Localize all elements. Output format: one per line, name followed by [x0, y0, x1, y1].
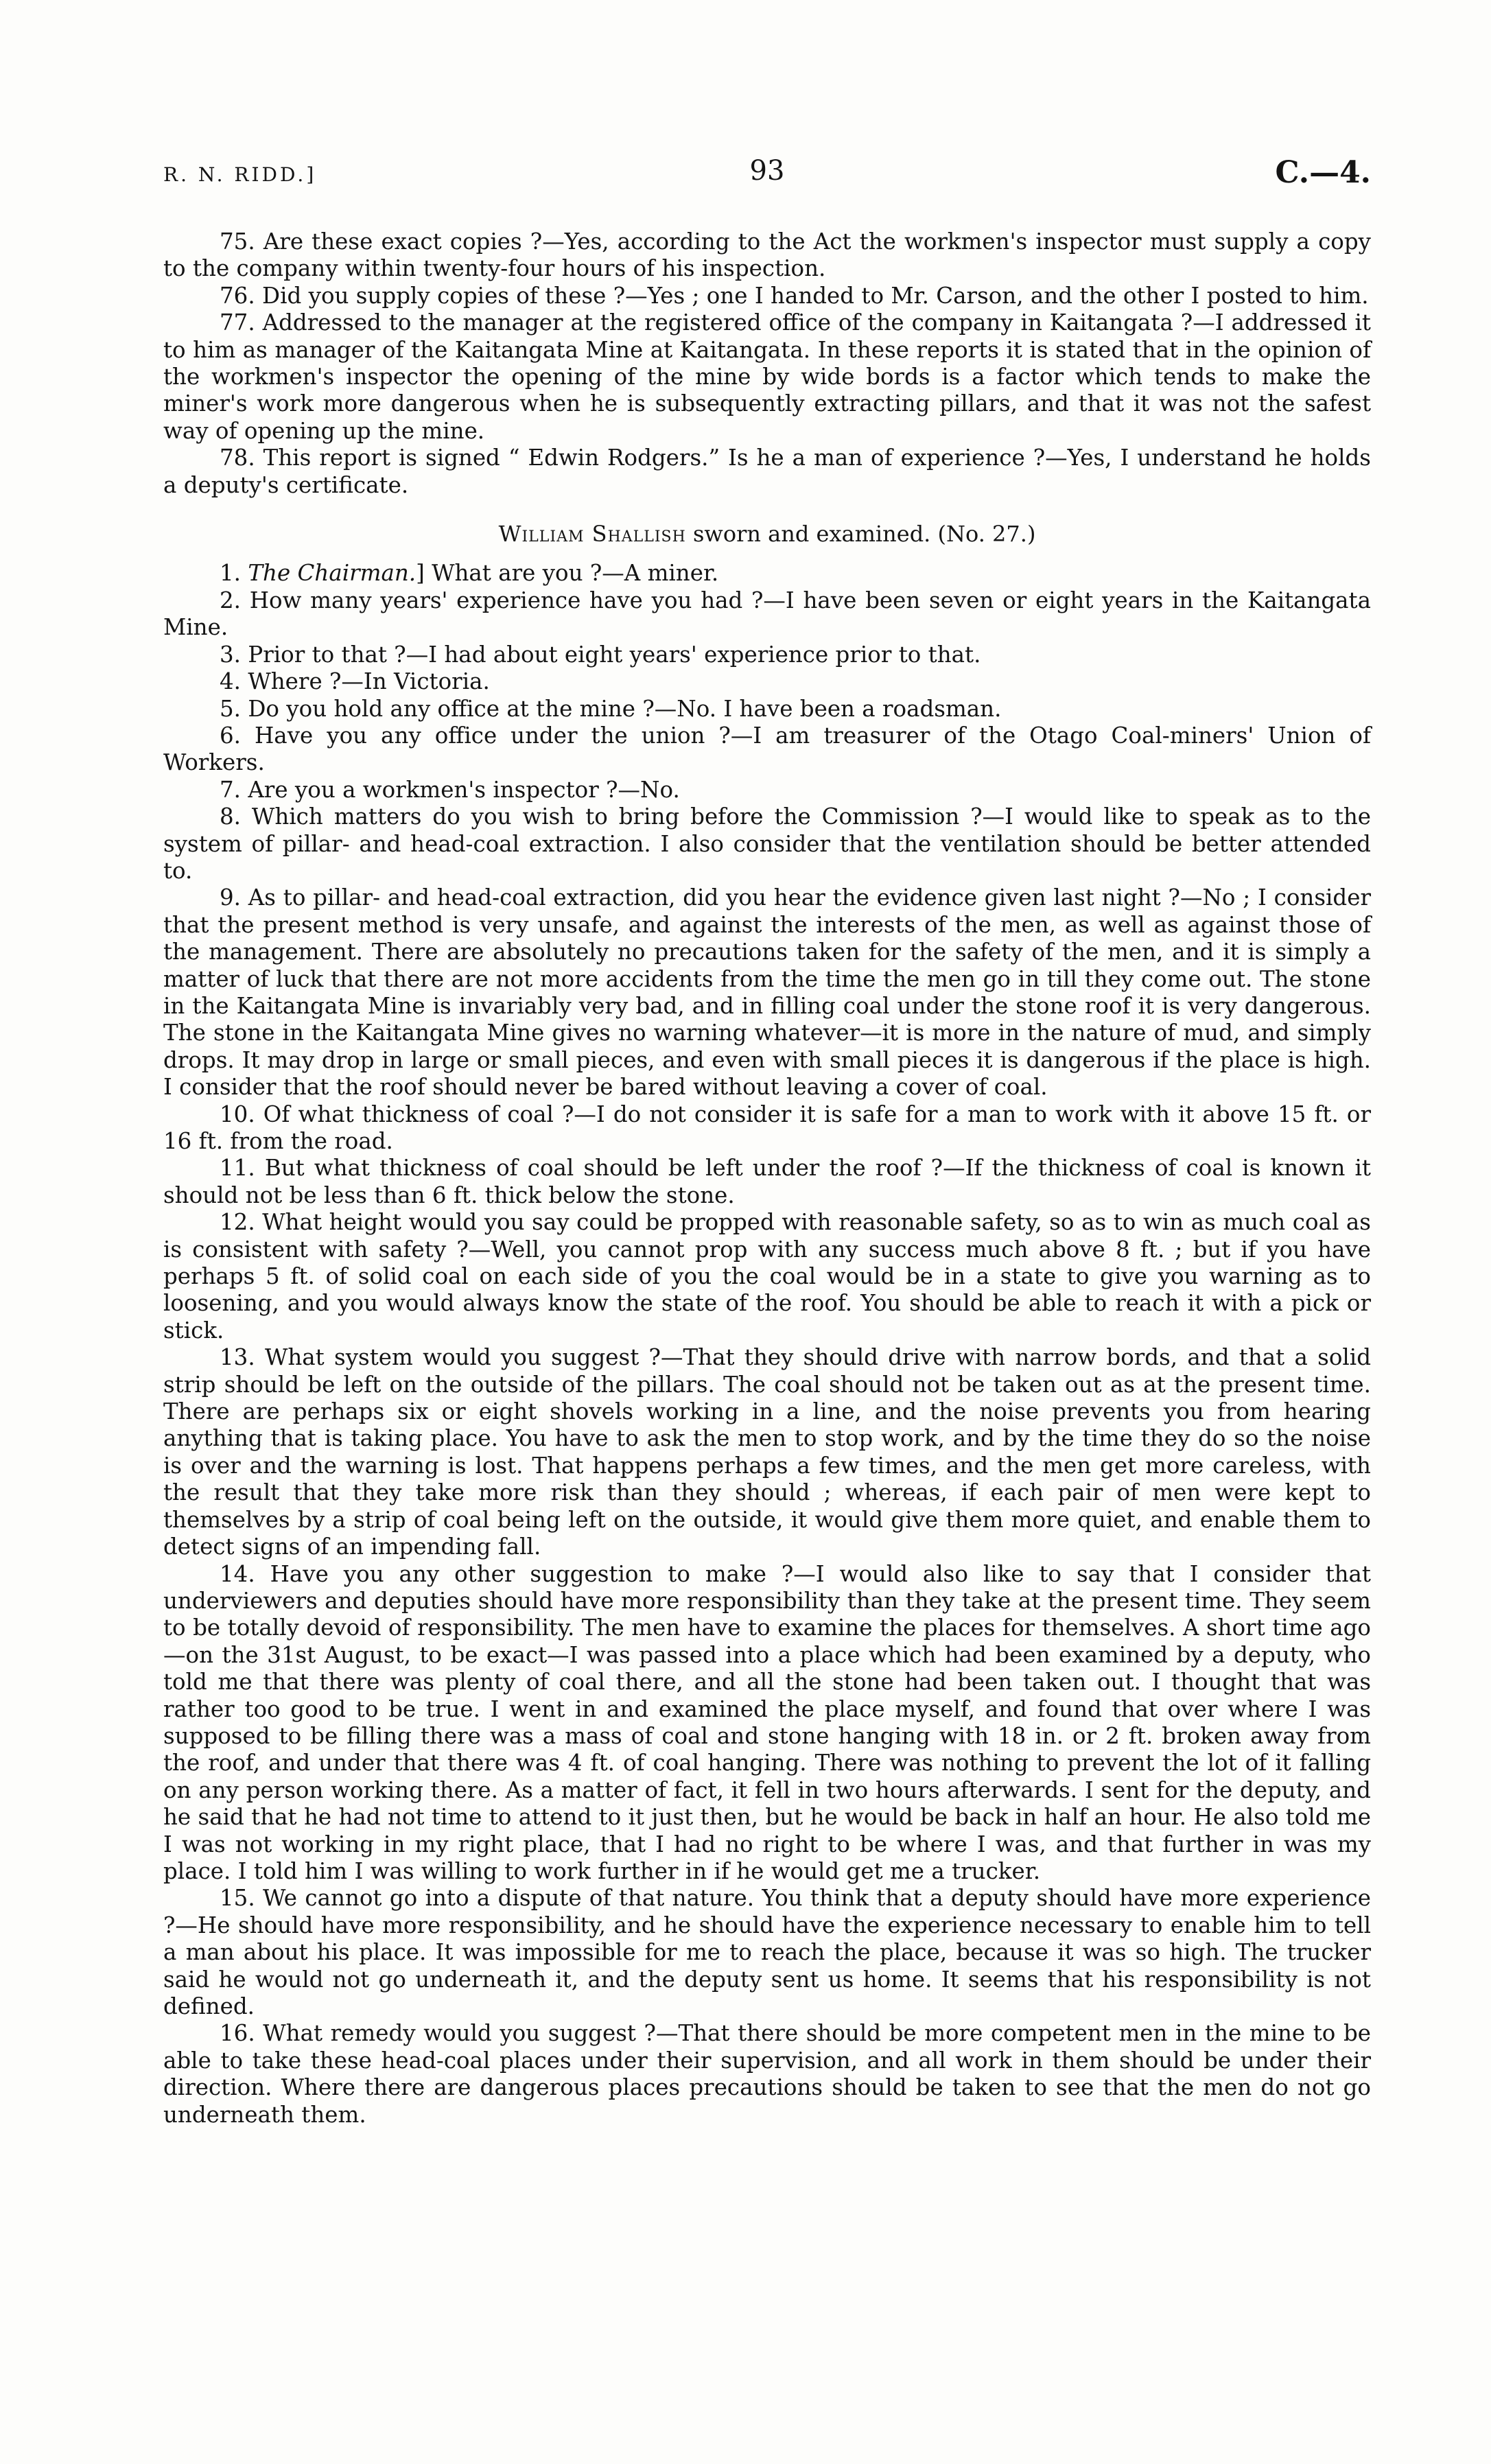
paragraph-q76: 76. Did you supply copies of these ?—Yes ; one I handed to Mr. Carson, and the other I posted to him.: [220, 282, 1369, 309]
paragraph-q7: 7. Are you a workmen's inspector ?—No.: [220, 776, 680, 803]
paragraph-q77: 77. Addressed to the manager at the registered office of the company in Kaitangata ?—I addressed it to him as manager of the Kaitangata Mine at Kaitangata. In these reports it is stated that in the opinion of the workmen's inspector the opening of the mine by wide bords is a factor which tends to make the miner's work more dangerous when he is subsequently extracting pillars, and that it was not the safest way of opening up the mine.: [163, 309, 1371, 444]
page-body: [163, 228, 1371, 2128]
speaker-name: The Chairman.: [248, 560, 416, 587]
page-number: 93: [749, 155, 785, 187]
paragraph-q16: 16. What remedy would you suggest ?—That there should be more competent men in the mine to be able to take these head-coal places under their supervision, and all work in them should be under their direction. Where there are dangerous places precautions should be taken to see that the men do not go underneath them.: [163, 2020, 1371, 2128]
paragraph-q6: 6. Have you any office under the union ?—I am treasurer of the Otago Coal-miners' Union of Workers.: [163, 722, 1371, 776]
paragraph-q11: 11. But what thickness of coal should be left under the roof ?—If the thickness of coal is known it should not be less than 6 ft. thick below the stone.: [163, 1155, 1371, 1208]
witness-name: William Shallish: [498, 521, 686, 548]
paragraph-q78: 78. This report is signed “ Edwin Rodgers.” Is he a man of experience ?—Yes, I understand he holds a deputy's certificate.: [163, 445, 1371, 498]
paragraph-q1: [163, 560, 1371, 587]
paragraph-q5: 5. Do you hold any office at the mine ?—No. I have been a roadsman.: [220, 695, 1002, 722]
paragraph-q14: 14. Have you any other suggestion to make ?—I would also like to say that I consider that underviewers and deputies should have more responsibility than they take at the present time. They seem to be totally devoid of responsibility. The men have to examine the places for themselves. A short time ago—on the 31st August, to be exact—I was passed into a place which had been examined by a deputy, who told me that there was plenty of coal there, and all the stone had been taken out. I thought that was rather too good to be true. I went in and examined the place myself, and found that over where I was supposed to be filling there was a mass of coal and stone hanging with 18 in. or 2 ft. broken away from the roof, and under that there was 4 ft. of coal hanging. There was nothing to prevent the lot of it falling on any person working there. As a matter of fact, it fell in two hours afterwards. I sent for the deputy, and he said that he had not time to attend to it just then, but he would be back in half an hour. He also told me I was not working in my right place, that I had no right to be where I was, and that further in was my place. I told him I was willing to work further in if he would get me a trucker.: [163, 1560, 1371, 1884]
paragraph-q10: 10. Of what thickness of coal ?—I do not consider it is safe for a man to work with it above 15 ft. or 16 ft. from the road.: [163, 1101, 1371, 1154]
paragraph-q9: 9. As to pillar- and head-coal extraction, did you hear the evidence given last night ?—No ; I consider that the present method is very unsafe, and against the interests of the men, as well as against those of the management. There are absolutely no precautions taken for the safety of the men, and it is simply a matter of luck that there are not more accidents from the time the men go in till they come out. The stone in the Kaitangata Mine is invariably very bad, and in filling coal under the stone roof it is very dangerous. The stone in the Kaitangata Mine gives no warning whatever—it is more in the nature of mud, and simply drops. It may drop in large or small pieces, and even with small pieces it is dangerous if the place is high. I consider that the roof should never be bared without leaving a cover of coal.: [163, 884, 1371, 1101]
paragraph-q4: 4. Where ?—In Victoria.: [220, 668, 490, 695]
witness-name-header: R. N. RIDD.]: [163, 163, 317, 186]
document-reference: C.—4.: [1275, 155, 1371, 190]
paragraph-q8: 8. Which matters do you wish to bring before the Commission ?—I would like to speak as to the system of pillar- and head-coal extraction. I also consider that the ventilation should be better attended to.: [163, 803, 1371, 884]
paragraph-q13: 13. What system would you suggest ?—That they should drive with narrow bords, and that a solid strip should be left on the outside of the pillars. The coal should not be taken out as at the present time. There are perhaps six or eight shovels working in a line, and the noise prevents you from hearing anything that is taking place. You have to ask the men to stop work, and by the time they do so the noise is over and the warning is lost. That happens perhaps a few times, and the men get more careless, with the result that they take more risk than they should ; whereas, if each pair of men were kept to themselves by a strip of coal being left on the outside, it would give them more quiet, and enable them to detect signs of an impending fall.: [163, 1344, 1371, 1560]
question-number: 1.: [220, 560, 248, 587]
paragraph-q3: 3. Prior to that ?—I had about eight years' experience prior to that.: [220, 641, 981, 668]
paragraph-q12: 12. What height would you say could be propped with reasonable safety, so as to win as much coal as is consistent with safety ?—Well, you cannot prop with any success much above 8 ft. ; but if you have perhaps 5 ft. of solid coal on each side of you the coal would be in a state to give you warning as to loosening, and you would always know the state of the roof. You should be able to reach it with a pick or stick.: [163, 1209, 1371, 1344]
paragraph-q2: 2. How many years' experience have you had ?—I have been seven or eight years in the Kaitangata Mine.: [163, 587, 1371, 641]
page-header: [163, 155, 1371, 196]
section-heading: [163, 521, 1371, 548]
section-heading-rest: sworn and examined. (No. 27.): [685, 521, 1036, 548]
paragraph-q15: 15. We cannot go into a dispute of that nature. You think that a deputy should have more experience ?—He should have more responsibility, and he should have the experience necessary to enable him to tell a man about his place. It was impossible for me to reach the place, because it was so high. The trucker said he would not go underneath it, and the deputy sent us home. It seems that his responsibility is not defined.: [163, 1885, 1371, 2019]
paragraph-q75: 75. Are these exact copies ?—Yes, according to the Act the workmen's inspector must supply a copy to the company within twenty-four hours of his inspection.: [163, 228, 1371, 282]
question-text: ] What are you ?—A miner.: [416, 560, 719, 587]
